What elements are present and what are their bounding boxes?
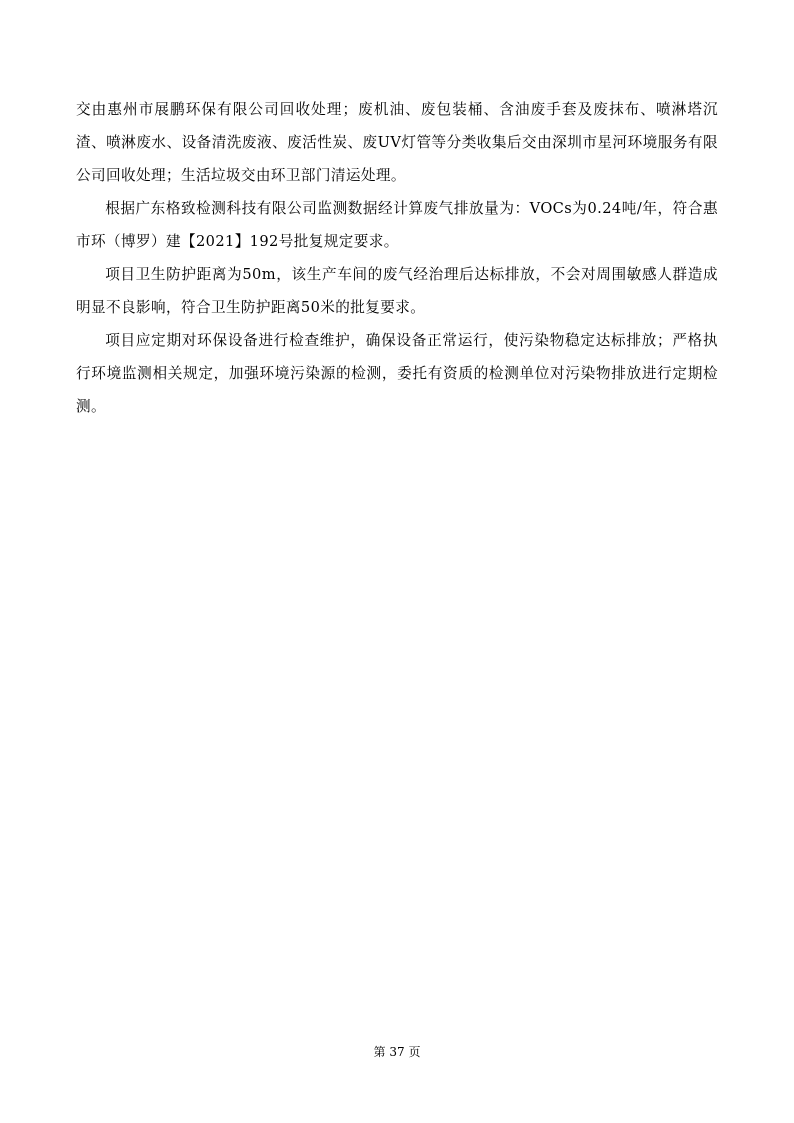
paragraph-waste-disposal: 交由惠州市展鹏环保有限公司回收处理；废机油、废包装桶、含油废手套及废抹布、喷淋塔沉渣、喷淋废水、设备清洗废液、废活性炭、废UV灯管等分类收集后交由深圳市星河环境服务有限公司回收处理；生活垃圾交由环卫部门清运处理。	[76, 101, 718, 184]
paragraph-maintenance: 项目应定期对环保设备进行检查维护，确保设备正常运行，使污染物稳定达标排放；严格执行环境监测相关规定，加强环境污染源的检测，委托有资质的检测单位对污染物排放进行定期检测。	[76, 332, 718, 415]
paragraph-protection-distance: 项目卫生防护距离为50m，该生产车间的废气经治理后达标排放，不会对周围敏感人群造成明显不良影响，符合卫生防护距离50米的批复要求。	[76, 266, 718, 316]
paragraph-voc-emissions: 根据广东格致检测科技有限公司监测数据经计算废气排放量为：VOCs为0.24吨/年，符合惠市环（博罗）建【2021】192号批复规定要求。	[76, 200, 718, 250]
body-text	[76, 93, 718, 423]
page-number: 第 37 页	[373, 1045, 421, 1059]
